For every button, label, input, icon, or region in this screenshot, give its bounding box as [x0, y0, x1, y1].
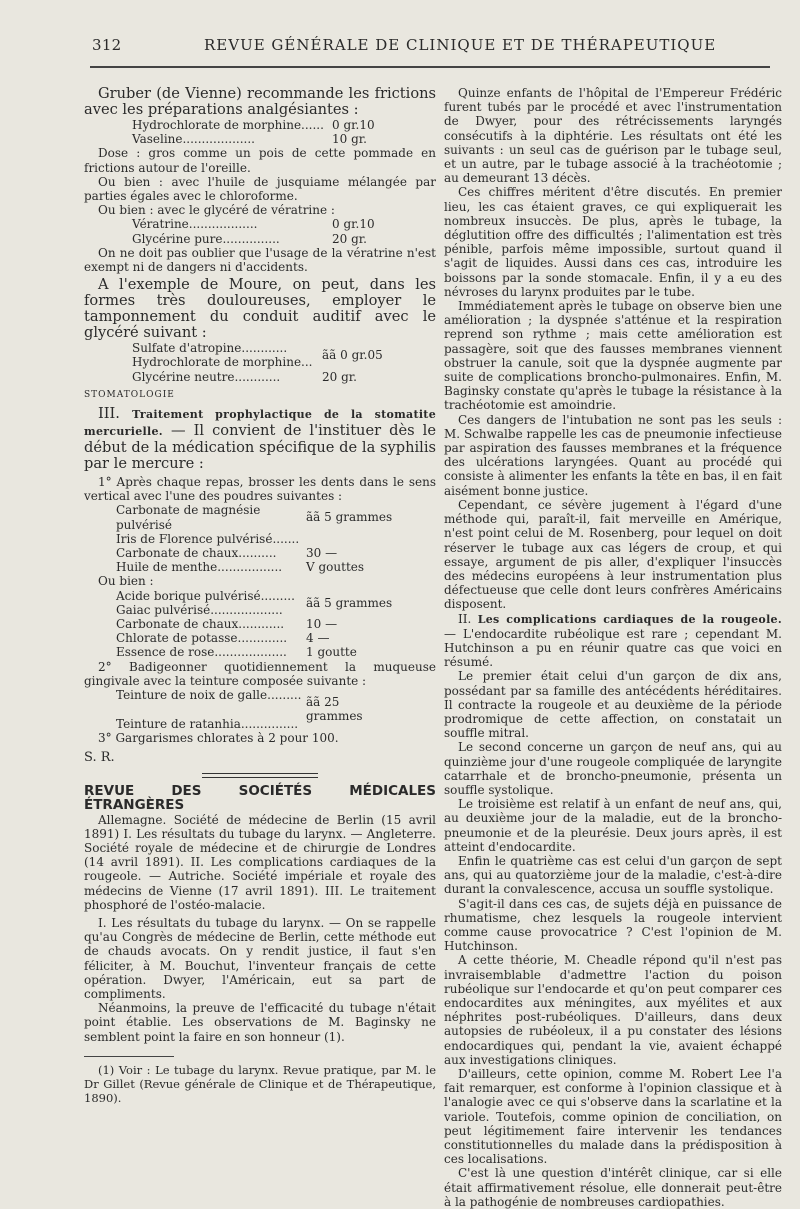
signature: S. R.: [84, 749, 115, 765]
header-rule: [90, 66, 770, 68]
paragraph: Ou bien : avec le glycéré de vératrine :: [98, 203, 335, 218]
paragraph: C'est là une question d'intérêt clinique, car si elle était affirmativement résolue, elle donnerait peut-être à la pathogénie de nombreuses cardiopathies.: [444, 1166, 782, 1209]
footnote: (1) Voir : Le tubage du larynx. Revue pratique, par M. le Dr Gillet (Revue générale de Clinique et de Thérapeutique, 1890).: [84, 1062, 436, 1105]
right-column: [444, 86, 782, 1209]
paragraph: 2° Badigeonner quotidiennement la muqueuse gingivale avec la teinture composée suivante :: [84, 659, 436, 688]
journal-title: REVUE GÉNÉRALE DE CLINIQUE ET DE THÉRAPEUTIQUE: [204, 36, 717, 54]
section-divider: [202, 773, 318, 778]
paragraph: A l'exemple de Moure, on peut, dans les formes très douloureuses, employer le tamponnement du conduit auditif avec le glycéré suivant :: [84, 276, 436, 342]
paragraph: Ou bien : avec l'huile de jusquiame mélangée par parties égales avec le chloroforme.: [84, 174, 436, 204]
paragraph: Allemagne. Société de médecine de Berlin (15 avril 1891) I. Les résultats du tubage du larynx. — Angleterre. Société royale de médecine et de chirurgie de Londres (14 avril 1891). II. Les complications cardiaques de la rougeole. — Autriche. Société impériale et royale des médecins de Vienne (17 avril 1891). III. Le traitement phosphoré de l'ostéo-malacie.: [84, 812, 436, 912]
footnote-rule: [84, 1056, 174, 1057]
left-column: [84, 86, 436, 1105]
paragraph: Ces chiffres méritent d'être discutés. En premier lieu, les cas étaient graves, ce qui expliquerait les nombreux insuccès. De plus, après le tubage, la déglutition offre des difficultés ; l'alimentation est très pénible, parfois même impossible, surtout quand il s'agit de liquides. Aussi dans ces cas, introduire les boissons par la sonde stomacale. Enfin, il y a eu des névroses du larynx produites par le tube.: [444, 185, 782, 299]
paragraph: S'agit-il dans ces cas, de sujets déjà en puissance de rhumatisme, chez lesquels la rougeole intervient comme cause provocatrice ? C'est l'opinion de M. Hutchinson.: [444, 896, 782, 954]
prescription-line: Hydrochlorate de morphine...... 0 gr.10: [132, 118, 375, 132]
paragraph: Dose : gros comme un pois de cette pommade en frictions autour de l'oreille.: [84, 146, 436, 175]
paragraph: III. Traitement prophylactique de la stomatite mercurielle. — Il convient de l'instituer dès le début de la médication spécifique de la syphilis par le mercure :: [84, 405, 436, 473]
paragraph: Enfin le quatrième cas est celui d'un garçon de sept ans, qui au quatorzième jour de la maladie, c'est-à-dire durant la convalescence, accusa un souffle systolique.: [444, 853, 782, 897]
prescription-line: Glycérine pure............... 20 gr.: [132, 231, 367, 246]
section-heading: STOMATOLOGIE: [84, 389, 175, 400]
paragraph: Le second concerne un garçon de neuf ans, qui au quinzième jour d'une rougeole compliquée de laryngite catarrhale et de broncho-pneumonie, présenta un souffle systolique.: [444, 740, 782, 797]
paragraph: A cette théorie, M. Cheadle répond qu'il n'est pas invraisemblable d'admettre l'action du poison rubéolique sur l'endocarde et qu'on peut comparer ces endocardites aux méningites, aux myélites et aux néphrites post-rubéoliques. D'ailleurs, dans deux autopsies de rubéoleux, il a pu constater des lésions endocardiques qui, pendant la vie, avaient échappé aux investigations cliniques.: [444, 953, 782, 1067]
paragraph: 1° Après chaque repas, brosser les dents dans le sens vertical avec l'une des poudres suivantes :: [84, 475, 436, 504]
prescription-line: Vaseline................... 10 gr.: [132, 132, 367, 147]
paragraph: Le troisième est relatif à un enfant de neuf ans, qui, au deuxième jour de la maladie, eut de la broncho-pneumonie et de la pleurésie. Deux jours après, il est atteint d'endocardite.: [444, 797, 782, 854]
prescription-block: Acide borique pulvérisé......... ãã 5 grammes Gaiac pulvérisé................... Carbonate de chaux............ 10 — Chlorate de potasse............. 4 — Essence de rose................... 1 goutte: [116, 588, 393, 660]
paragraph: Ces dangers de l'intubation ne sont pas les seuls : M. Schwalbe rappelle les cas de pneumonie infectieuse par aspiration des fausses membranes et la fréquence des ulcérations laryngées. Quant au procédé qui consiste à alimenter les enfants la tête en bas, il en fait aisément bonne justice.: [444, 412, 782, 498]
paragraph: 3° Gargarismes chlorates à 2 pour 100.: [98, 730, 339, 745]
paragraph: Le premier était celui d'un garçon de dix ans, possédant par sa famille des antécédents héréditaires. Il contracte la rougeole et au deuxième de la période prodromique de cette affection, on constatait un souffle mitral.: [444, 669, 782, 741]
paragraph: Cependant, ce sévère jugement à l'égard d'une méthode qui, paraît-il, fait merveille en Amérique, n'est point celui de M. Rosenberg, pour lequel on doit réserver le tubage aux cas légers de croup, et qui essaye, argument de pis aller, d'expliquer l'insuccès des médecins européens à leur instrumentation plus défectueuse que celle dont leurs confrères Américains disposent.: [444, 497, 782, 612]
paragraph: Gruber (de Vienne) recommande les frictions avec les préparations analgésiantes :: [84, 85, 436, 118]
prescription-block: Teinture de noix de galle......... ãã 25 grammes Teinture de ratanhia...............: [116, 688, 363, 731]
paragraph: I. Les résultats du tubage du larynx. — On se rappelle qu'au Congrès de médecine de Berlin, cette méthode eut de chauds avocats. On y rendit justice, il faut s'en féliciter, à M. Bouchut, l'inventeur français de cette opération. Dwyer, l'Américain, eut sa part de compliments.: [84, 915, 436, 1001]
section-title: REVUE DES SOCIÉTÉS MÉDICALES ÉTRANGÈRES: [84, 783, 436, 814]
paragraph: D'ailleurs, cette opinion, comme M. Robert Lee l'a fait remarquer, est conforme à l'opinion classique et à l'analogie avec ce qui s'observe dans la scarlatine et la variole. Toutefois, comme opinion de conciliation, on peut légitimement faire intervenir les tendances constitutionnelles du malade dans la prédisposition à ces localisations.: [444, 1067, 782, 1167]
paragraph: Quinze enfants de l'hôpital de l'Empereur Frédéric furent tubés par le procédé et avec l'instrumentation de Dwyer, pour des rétrécissements laryngés consécutifs à la diphtérie. Les résultats ont été les suivants : un seul cas de guérison par le tubage seul, et un autre, par le tubage associé à la trachéotomie ; au demeurant 13 décès.: [444, 86, 782, 186]
paragraph: Ou bien :: [98, 574, 154, 589]
prescription-block: Carbonate de magnésie pulvérisé ãã 5 grammes Iris de Florence pulvérisé....... Carbonate de chaux.......... 30 — Huile de menthe................. V gouttes: [116, 503, 393, 575]
prescription-line: Vératrine.................. 0 gr.10: [132, 217, 375, 232]
paragraph: Immédiatement après le tubage on observe bien une amélioration ; la dyspnée s'atténue et la respiration reprend son rythme ; mais cette amélioration est passagère, soit que des fausses membranes viennent obstruer la canule, soit que la dyspnée augmente par suite de complications broncho-pulmonaires. Enfin, M. Baginsky constate qu'après le tubage la résistance à la trachéotomie est amoindrie.: [444, 299, 782, 413]
paragraph: Néanmoins, la preuve de l'efficacité du tubage n'était point établie. Les observations de M. Baginsky ne semblent point la faire en son honneur (1).: [84, 1001, 436, 1044]
page-number: 312: [92, 36, 122, 54]
prescription-block: Sulfate d'atropine............ Hydrochlorate de morphine... ãã 0 gr.05 Glycérine neutre............ 20 gr.: [132, 341, 383, 384]
paragraph: II. Les complications cardiaques de la rougeole. — L'endocardite rubéolique est rare ; cependant M. Hutchinson a pu en réunir quatre cas que voici en résumé.: [444, 611, 782, 670]
paragraph: On ne doit pas oublier que l'usage de la vératrine n'est exempt ni de dangers ni d'accidents.: [84, 245, 436, 275]
